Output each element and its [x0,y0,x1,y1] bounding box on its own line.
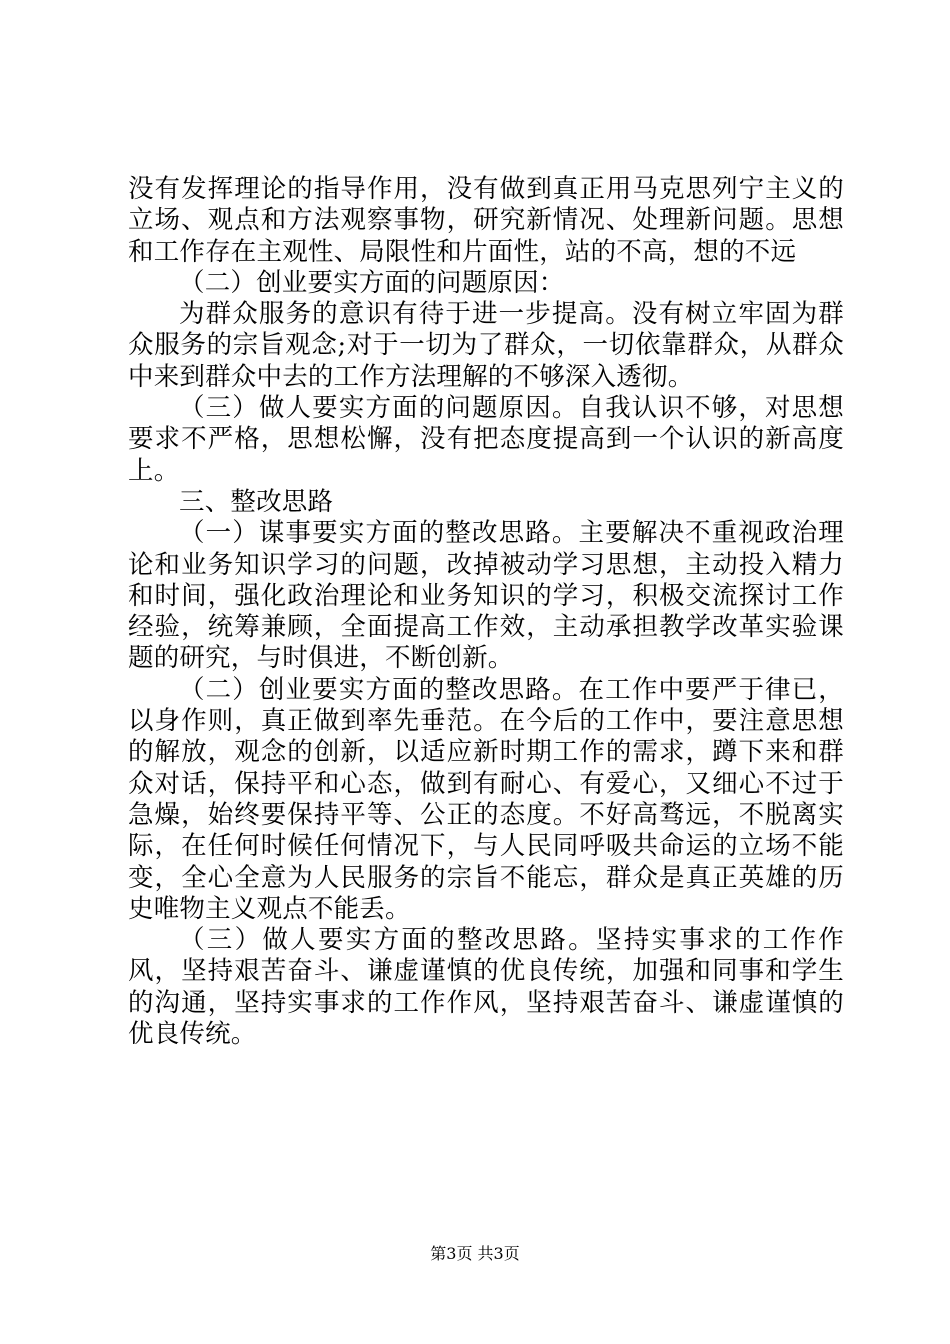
paragraph-3: 为群众服务的意识有待于进一步提高。没有树立牢固为群众服务的宗旨观念;对于一切为了群众，一切依靠群众，从群众中来到群众中去的工作方法理解的不够深入透彻。 [128,299,844,392]
paragraph-8: （三）做人要实方面的整改思路。坚持实事求的工作作风，坚持艰苦奋斗、谦虚谨慎的优良传统，加强和同事和学生的沟通，坚持实事求的工作作风，坚持艰苦奋斗、谦虚谨慎的优良传统。 [128,925,844,1050]
paragraph-6: （一）谋事要实方面的整改思路。主要解决不重视政治理论和业务知识学习的问题，改掉被动学习思想，主动投入精力和时间，强化政治理论和业务知识的学习，积极交流探讨工作经验，统筹兼顾，全面提高工作效，主动承担教学改革实验课题的研究，与时俱进，不断创新。 [128,518,844,674]
paragraph-1: 没有发挥理论的指导作用，没有做到真正用马克思列宁主义的立场、观点和方法观察事物，研究新情况、处理新问题。思想和工作存在主观性、局限性和片面性，站的不高，想的不远 [128,174,844,267]
paragraph-2: （二）创业要实方面的问题原因： [179,267,565,298]
paragraph-7: （二）创业要实方面的整改思路。在工作中要严于律已，以身作则，真正做到率先垂范。在今后的工作中，要注意思想的解放，观念的创新，以适应新时期工作的需求，蹲下来和群众对话，保持平和心态，做到有耐心、有爱心，又细心不过于急燥，始终要保持平等、公正的态度。不好高骛远，不脱离实际，在任何时候任何情况下，与人民同呼吸共命运的立场不能变，全心全意为人民服务的宗旨不能忘，群众是真正英雄的历史唯物主义观点不能丢。 [128,674,844,924]
section-heading: 三、整改思路 [179,486,334,517]
document-body [128,174,844,1050]
paragraph-4: （三）做人要实方面的问题原因。自我认识不够，对思想要求不严格，思想松懈，没有把态度提高到一个认识的新高度上。 [128,393,844,486]
page-footer: 第3页 共3页 [430,1244,520,1263]
